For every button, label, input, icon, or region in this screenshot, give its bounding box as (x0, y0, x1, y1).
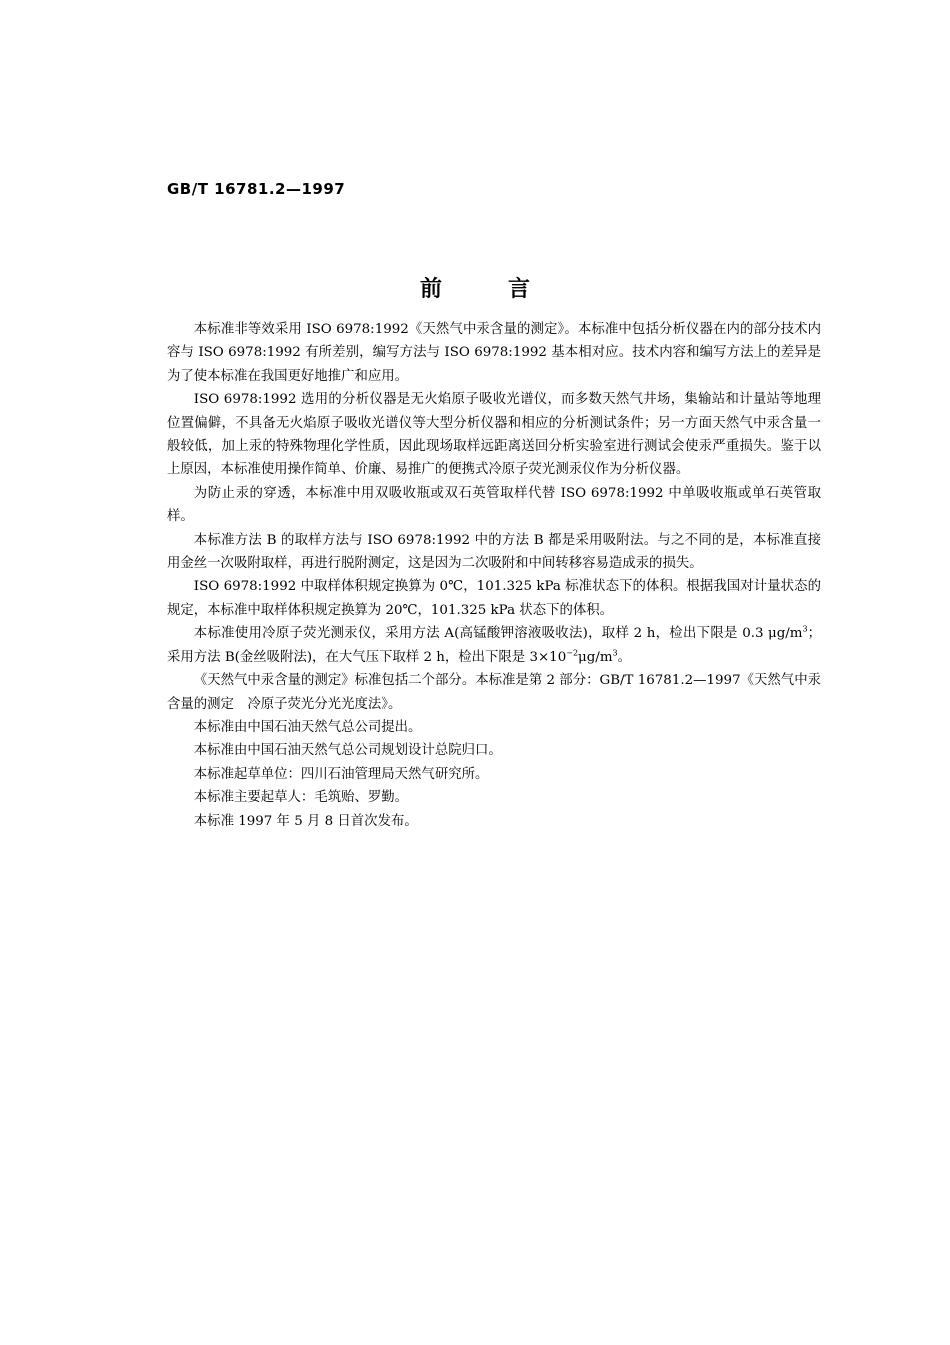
title-char-1: 前 (419, 277, 442, 302)
title-char-2: 言 (508, 277, 531, 302)
detection-text-c: μg/m (578, 649, 613, 665)
paragraph-drafting-unit: 本标准起草单位：四川石油管理局天然气研究所。 (193, 766, 489, 782)
paragraph-detection-limit (167, 622, 821, 669)
paragraph-adoption: 本标准非等效采用 ISO 6978:1992《天然气中汞含量的测定》。本标准中包括分析仪器在内的部分技术内容与 ISO 6978:1992 有所差别，编写方法与 ISO 6978:1992 基本相对应。技术内容和编写方法上的差异是为了使本标准在我国更好地推广和应用。 (167, 322, 821, 384)
paragraph-managed-by: 本标准由中国石油天然气总公司规划设计总院归口。 (193, 743, 502, 759)
paragraph-sampling-bottles: 为防止汞的穿透，本标准中用双吸收瓶或双石英管取样代替 ISO 6978:1992 中单吸收瓶或单石英管取样。 (167, 485, 821, 525)
paragraph-volume: ISO 6978:1992 中取样体积规定换算为 0℃，101.325 kPa 标准状态下的体积。根据我国对计量状态的规定，本标准中取样体积规定换算为 20℃，101.325 kPa 状态下的体积。 (167, 579, 821, 618)
detection-text-b: ；采用方法 B(金丝吸附法)，在大气压下取样 2 h，检出下限是 3×10 (167, 626, 821, 665)
standard-code: GB/T 16781.2—1997 (167, 180, 346, 198)
detection-text-a: 本标准使用冷原子荧光测汞仪，采用方法 A(高锰酸钾溶液吸收法)，取样 2 h，检出下限是 0.3 μg/m (193, 626, 803, 642)
paragraph-method-b: 本标准方法 B 的取样方法与 ISO 6978:1992 中的方法 B 都是采用吸附法。与之不同的是，本标准直接用金丝一次吸附取样，再进行脱附测定，这是因为二次吸附和中间转移容易造成汞的损失。 (167, 532, 821, 572)
paragraph-proposed-by: 本标准由中国石油天然气总公司提出。 (193, 719, 422, 735)
paragraph-parts: 《天然气中汞含量的测定》标准包括二个部分。本标准是第 2 部分：GB/T 16781.2—1997《天然气中汞含量的测定 冷原子荧光分光光度法》。 (167, 673, 821, 712)
superscript-exponent: −2 (566, 648, 579, 658)
superscript-cubic: 3 (802, 624, 808, 634)
detection-text-d: 。 (617, 649, 631, 665)
superscript-cubic-2: 3 (612, 648, 618, 658)
foreword-body (167, 318, 821, 833)
paragraph-drafters: 本标准主要起草人：毛筑贻、罗勤。 (193, 790, 409, 806)
page-title (0, 272, 950, 303)
paragraph-instrument: ISO 6978:1992 选用的分析仪器是无火焰原子吸收光谱仪，而多数天然气井场，集输站和计量站等地理位置偏僻，不具备无火焰原子吸收光谱仪等大型分析仪器和相应的分析测试条件；另一方面天然气中汞含量一般较低，加上汞的特殊物理化学性质，因此现场取样远距离送回分析实验室进行测试会使汞严重损失。鉴于以上原因，本标准使用操作简单、价廉、易推广的便携式冷原子荧光测汞仪作为分析仪器。 (167, 392, 821, 478)
paragraph-issue-date: 本标准 1997 年 5 月 8 日首次发布。 (193, 813, 418, 829)
